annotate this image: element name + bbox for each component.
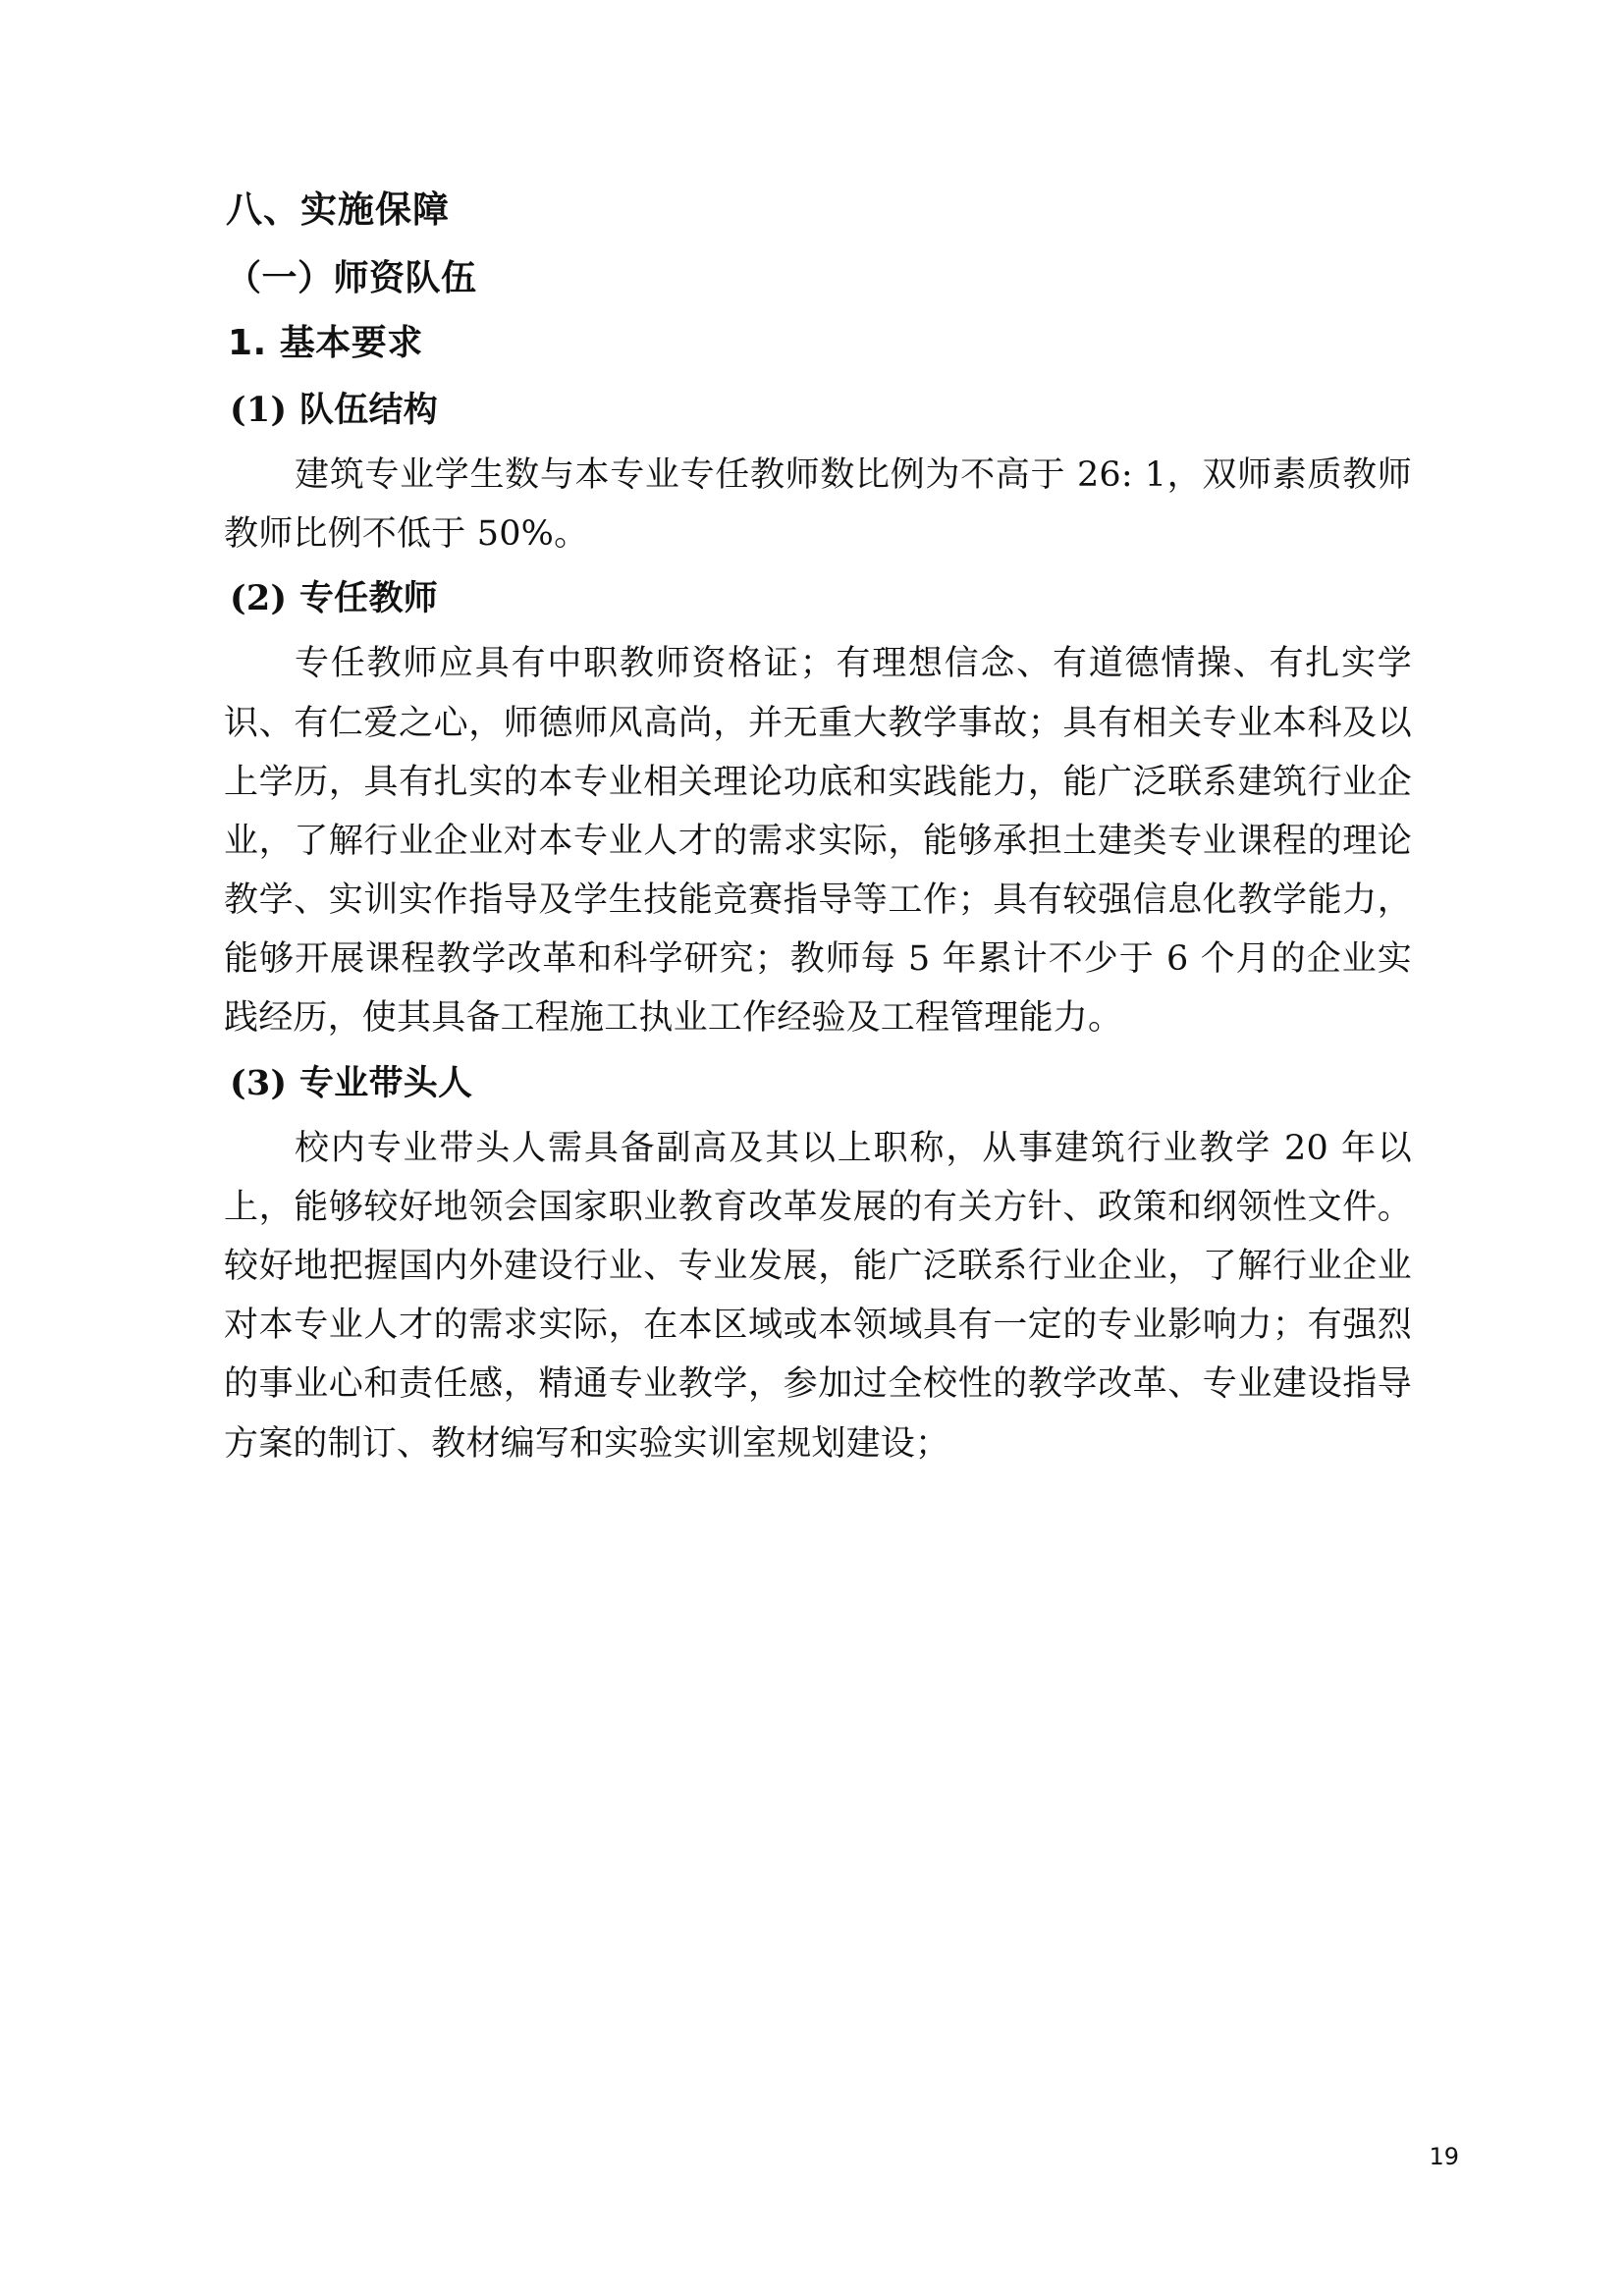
- item-heading-full-time-teachers: (2) 专任教师: [230, 578, 439, 619]
- paragraph-full-time-teachers: 专任教师应具有中职教师资格证；有理想信念、有道德情操、有扎实学识、有仁爱之心，师德师风高尚，并无重大教学事故；具有相关专业本科及以上学历，具有扎实的本专业相关理论功底和实践能力，能广泛联系建筑行业企业，了解行业企业对本专业人才的需求实际，能够承担土建类专业课程的理论教学、实训实作指导及学生技能竞赛指导等工作；具有较强信息化教学能力，能够开展课程教学改革和科学研究；教师每 5 年累计不少于 6 个月的企业实践经历，使其具备工程施工执业工作经验及工程管理能力。: [224, 644, 1412, 1039]
- numbered-heading: 1. 基本要求: [228, 323, 423, 364]
- item-heading-program-leader: (3) 专业带头人: [230, 1062, 473, 1103]
- section-heading: 八、实施保障: [226, 188, 450, 231]
- paragraph-team-structure: 建筑专业学生数与本专业专任教师数比例为不高于 26: 1，双师素质教师教师比例不低于 50%。: [224, 454, 1412, 555]
- paragraph-program-leader: 校内专业带头人需具备副高及其以上职称，从事建筑行业教学 20 年以上，能够较好地领会国家职业教育改革发展的有关方针、政策和纲领性文件。较好地把握国内外建设行业、专业发展，能广泛联系行业企业，了解行业企业对本专业人才的需求实际，在本区域或本领域具有一定的专业影响力；有强烈的事业心和责任感，精通专业教学，参加过全校性的教学改革、专业建设指导方案的制订、教材编写和实验实训室规划建设；: [224, 1128, 1412, 1464]
- subsection-heading: （一）师资队伍: [226, 257, 477, 299]
- page-number: 19: [1429, 2143, 1459, 2170]
- document-body: [224, 182, 1412, 1481]
- item-heading-team-structure: (1) 队伍结构: [230, 389, 439, 430]
